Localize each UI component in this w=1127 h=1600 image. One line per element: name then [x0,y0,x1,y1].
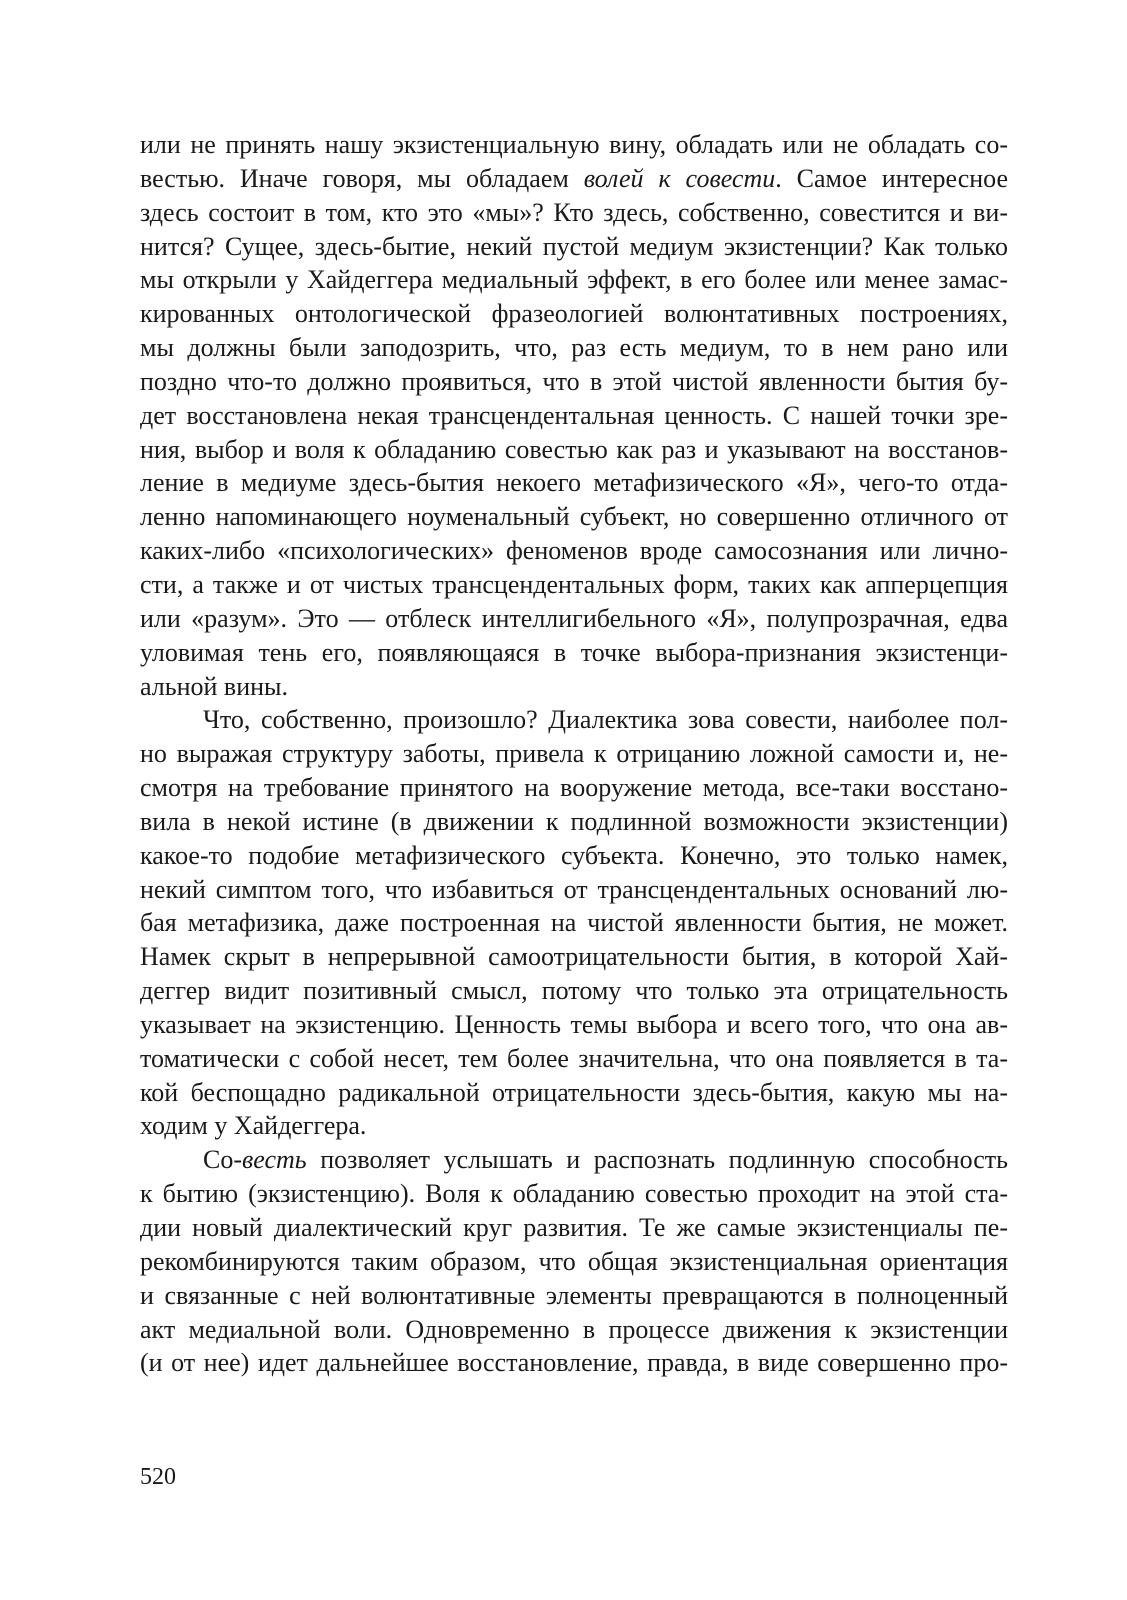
text-line: нится? Сущее, здесь-бытие, некий пустой медиум экзистенции? Как только [140,231,1008,261]
paragraph [140,1143,1008,1380]
text-line: ходим у Хайдеггера. [140,1111,367,1141]
text-line: Намек скрыт в непрерывной самоотрицательности бытия, в которой Хай- [140,942,1008,972]
text-line: или не принять нашу экзистенциальную вину, обладать или не обладать со- [140,130,1008,159]
text-line: Со-весть позволяет услышать и распознать подлинную способность [203,1145,1008,1175]
text-line: ление в медиуме здесь-бытия некоего метафизического «Я», чего-то отда- [140,468,1008,498]
text-line: томатически с собой несет, тем более значительна, что она появляется в та- [140,1043,1008,1073]
text-line: смотря на требование принятого на вооружение метода, все-таки восстано- [140,773,1008,803]
paragraph [140,128,1008,703]
text-line: и связанные с ней волюнтативные элементы превращаются в полноценный [140,1280,1008,1310]
text-line: ния, выбор и воля к обладанию совестью как раз и указывают на восстанов- [140,434,1008,464]
text-line: альной вины. [140,671,289,701]
text-line: вила в некой истине (в движении к подлинной возможности экзистенции) [140,806,1008,836]
text-line: какое-то подобие метафизического субъекта. Конечно, это только намек, [140,840,1008,870]
text-line: каких-либо «психологических» феноменов вроде самосознания или лично- [140,536,1008,566]
text-line: но выражая структуру заботы, привела к отрицанию ложной самости и, не- [140,739,1008,769]
italic-emphasis: весть [242,1145,307,1175]
text-line: вестью. Иначе говоря, мы обладаем волей к совести. Самое интересное [140,163,1009,193]
text-line: (и от нее) идет дальнейшее восстановление, правда, в виде совершенно про- [140,1348,1008,1378]
text-line: деггер видит позитивный смысл, потому что только эта отрицательность [140,976,1008,1006]
text-line: уловимая тень его, появляющаяся в точке выбора-признания экзистенци- [140,637,1008,667]
text-line: рекомбинируются таким образом, что общая экзистенциальная ориентация [140,1246,1008,1276]
text-line: мы открыли у Хайдеггера медиальный эффект, в его более или менее замас- [140,265,1008,295]
text-line: к бытию (экзистенцию). Воля к обладанию совестью проходит на этой ста- [140,1179,1008,1209]
text-line: кой беспощадно радикальной отрицательности здесь-бытия, какую мы на- [140,1077,1008,1107]
text-line: бая метафизика, даже построенная на чистой явленности бытия, не может. [140,908,1008,938]
text-line: мы должны были заподозрить, что, раз есть медиум, то в нем рано или [140,333,1008,363]
text-line: сти, а также и от чистых трансцендентальных форм, таких как апперцепция [140,569,1008,599]
text-line: акт медиальной воли. Одновременно в процессе движения к экзистенции [140,1314,1008,1344]
text-line: дии новый диалектический круг развития. Те же самые экзистенциалы пе- [140,1213,1008,1242]
italic-emphasis: волей к совести [583,163,776,193]
paragraph [140,703,1008,1143]
text-line: дет восстановлена некая трансцендентальная ценность. С нашей точки зре- [140,400,1008,430]
text-line: здесь состоит в том, кто это «мы»? Кто здесь, собственно, совестится и ви- [140,197,1008,227]
text-line: или «разум». Это — отблеск интеллигибельного «Я», полупрозрачная, едва [140,603,1008,633]
page-number: 520 [140,1464,176,1490]
text-line: поздно что-то должно проявиться, что в этой чистой явленности бытия бу- [140,366,1008,396]
text-line: ленно напоминающего ноуменальный субъект, но совершенно отличного от [140,502,1008,532]
text-line: кированных онтологической фразеологией волюнтативных построениях, [140,299,1008,329]
text-line: указывает на экзистенцию. Ценность темы выбора и всего того, что она ав- [140,1009,1008,1039]
body-text [140,128,1008,1380]
text-line: Что, собственно, произошло? Диалектика зова совести, наиболее пол- [203,705,1008,735]
text-line: некий симптом того, что избавиться от трансцендентальных оснований лю- [140,874,1008,904]
